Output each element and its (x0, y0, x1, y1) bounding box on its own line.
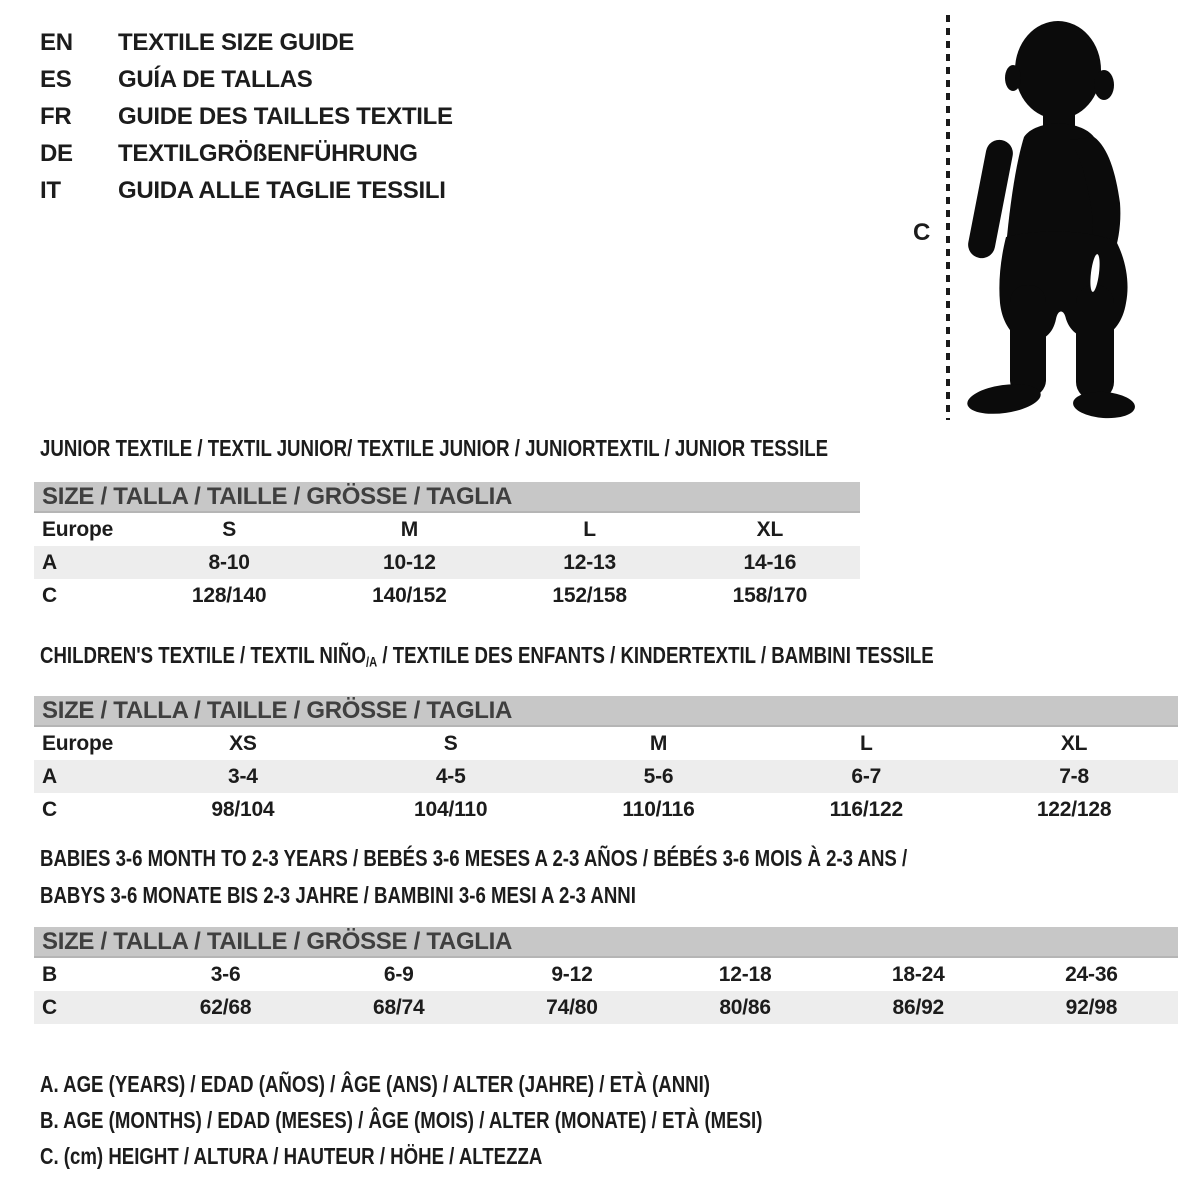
size-value-cell: XL (756, 517, 784, 541)
size-value-cell: L (859, 731, 873, 755)
language-code: DE (40, 139, 73, 167)
size-value-cell: 6-7 (851, 764, 882, 788)
size-header-label: SIZE / TALLA / TAILLE / GRÖSSE / TAGLIA (42, 482, 513, 510)
size-value-cell: S (443, 731, 458, 755)
size-value-cell: M (649, 731, 668, 755)
size-value-cell: 128/140 (191, 583, 267, 607)
size-value-cell: 104/110 (414, 797, 488, 821)
size-value-cell: 158/170 (732, 583, 808, 607)
legend-text: C. (cm) HEIGHT / ALTURA / HAUTEUR / HÖHE / ALTEZZA (40, 1142, 543, 1169)
size-value-cell: 122/128 (1036, 797, 1112, 821)
legend-line-height-cm (40, 1138, 932, 1174)
language-title: TEXTILGRÖßENFÜHRUNG (118, 139, 418, 167)
size-value-cell: L (583, 517, 596, 541)
size-value-cell: 9-12 (551, 962, 593, 986)
size-value-cell: S (222, 517, 237, 541)
table-row (34, 727, 1178, 760)
legend (40, 1066, 932, 1174)
row-label: B (42, 962, 57, 986)
row-label: C (42, 797, 57, 821)
size-value-cell: 152/158 (552, 583, 627, 607)
language-code: ES (40, 65, 72, 93)
row-label: Europe (42, 517, 114, 541)
size-value-cell: 4-5 (435, 764, 466, 788)
size-value-cell: 110/116 (622, 797, 695, 821)
size-value-cell: 80/86 (719, 995, 771, 1019)
table-row (34, 579, 860, 612)
size-table-rows (34, 513, 860, 612)
size-value-cell: 5-6 (643, 764, 674, 788)
section-title: CHILDREN'S TEXTILE / TEXTIL $NIÑO_{/A}$ / TEXTILE DES ENFANTS / KINDERTEXTIL / BAMBINI TESSILE (40, 642, 934, 670)
size-table-header (34, 927, 1178, 958)
size-table-header (34, 696, 1178, 727)
size-value-cell: 98/104 (211, 797, 275, 821)
size-value-cell: 86/92 (892, 995, 945, 1019)
table-row (34, 546, 860, 579)
size-value-cell: 12-13 (563, 550, 616, 574)
table-row (34, 513, 860, 546)
language-title: GUÍA DE TALLAS (118, 65, 313, 93)
language-row (40, 61, 453, 98)
height-measure-label: C (913, 219, 931, 246)
figure-illustration (938, 12, 1153, 424)
size-value-cell: 10-12 (383, 550, 436, 574)
size-value-cell: 74/80 (546, 995, 598, 1019)
size-table-children (34, 696, 1178, 826)
language-list (40, 24, 453, 209)
size-value-cell: 3-6 (210, 962, 241, 986)
size-header-label: SIZE / TALLA / TAILLE / GRÖSSE / TAGLIA (42, 696, 513, 724)
size-value-cell: 92/98 (1065, 995, 1118, 1019)
language-row (40, 98, 453, 135)
language-code: FR (40, 102, 72, 130)
size-value-cell: XS (229, 731, 257, 755)
size-table-babies (34, 927, 1178, 1024)
size-value-cell: 140/152 (372, 583, 447, 607)
size-value-cell: 24-36 (1065, 962, 1118, 986)
size-value-cell: 14-16 (743, 550, 797, 574)
size-table-rows (34, 727, 1178, 826)
row-label: C (42, 995, 57, 1019)
language-row (40, 135, 453, 172)
row-label: C (42, 583, 57, 607)
section-title: JUNIOR TEXTILE / TEXTIL JUNIOR/ TEXTILE JUNIOR / JUNIORTEXTIL / JUNIOR TESSILE (40, 435, 829, 461)
table-row (34, 793, 1178, 826)
size-value-cell: 18-24 (891, 962, 945, 986)
table-row (34, 760, 1178, 793)
size-value-cell: 62/68 (199, 995, 252, 1019)
legend-text: B. AGE (MONTHS) / EDAD (MESES) / ÂGE (MOIS) / ALTER (MONATE) / ETÀ (MESI) (40, 1106, 763, 1133)
table-row (34, 958, 1178, 991)
size-table-header (34, 482, 860, 513)
legend-text: A. AGE (YEARS) / EDAD (AÑOS) / ÂGE (ANS) / ALTER (JAHRE) / ETÀ (ANNI) (40, 1070, 710, 1097)
row-label: A (42, 550, 57, 574)
language-row (40, 24, 453, 61)
row-label: A (42, 764, 57, 788)
size-table-rows (34, 958, 1178, 1024)
language-title: GUIDE DES TAILLES TEXTILE (118, 102, 453, 130)
size-value-cell: 116/122 (829, 797, 903, 821)
row-label: Europe (42, 731, 114, 755)
size-value-cell: 6-9 (383, 962, 414, 986)
legend-line-age-years (40, 1066, 932, 1102)
size-value-cell: XL (1060, 731, 1088, 755)
language-code: EN (40, 28, 73, 56)
section-children-textile (0, 642, 1200, 826)
toddler-silhouette (965, 21, 1135, 420)
section-title: BABIES 3-6 MONTH TO 2-3 YEARS / BEBÉS 3-6 MESES A 2-3 AÑOS / BÉBÉS 3-6 MOIS À 2-3 ANS / BABYS 3-6 MONATE BIS 2-3 JAHRE / BAMBINI 3-6 MESI A 2-3 ANNI (40, 845, 908, 908)
size-value-cell: M (400, 517, 419, 541)
language-title: TEXTILE SIZE GUIDE (118, 28, 354, 56)
table-row (34, 991, 1178, 1024)
size-header-label: SIZE / TALLA / TAILLE / GRÖSSE / TAGLIA (42, 927, 513, 955)
size-value-cell: 8-10 (208, 550, 250, 574)
size-value-cell: 7-8 (1059, 764, 1089, 788)
size-value-cell: 12-18 (718, 962, 772, 986)
section-babies-textile (0, 840, 1200, 1024)
language-title: GUIDA ALLE TAGLIE TESSILI (118, 176, 446, 204)
size-value-cell: 68/74 (372, 995, 425, 1019)
legend-line-age-months (40, 1102, 932, 1138)
language-row (40, 172, 453, 209)
language-code: IT (40, 176, 61, 204)
size-value-cell: 3-4 (228, 764, 258, 788)
section-junior-textile (0, 435, 1200, 612)
size-table-junior (34, 482, 860, 612)
